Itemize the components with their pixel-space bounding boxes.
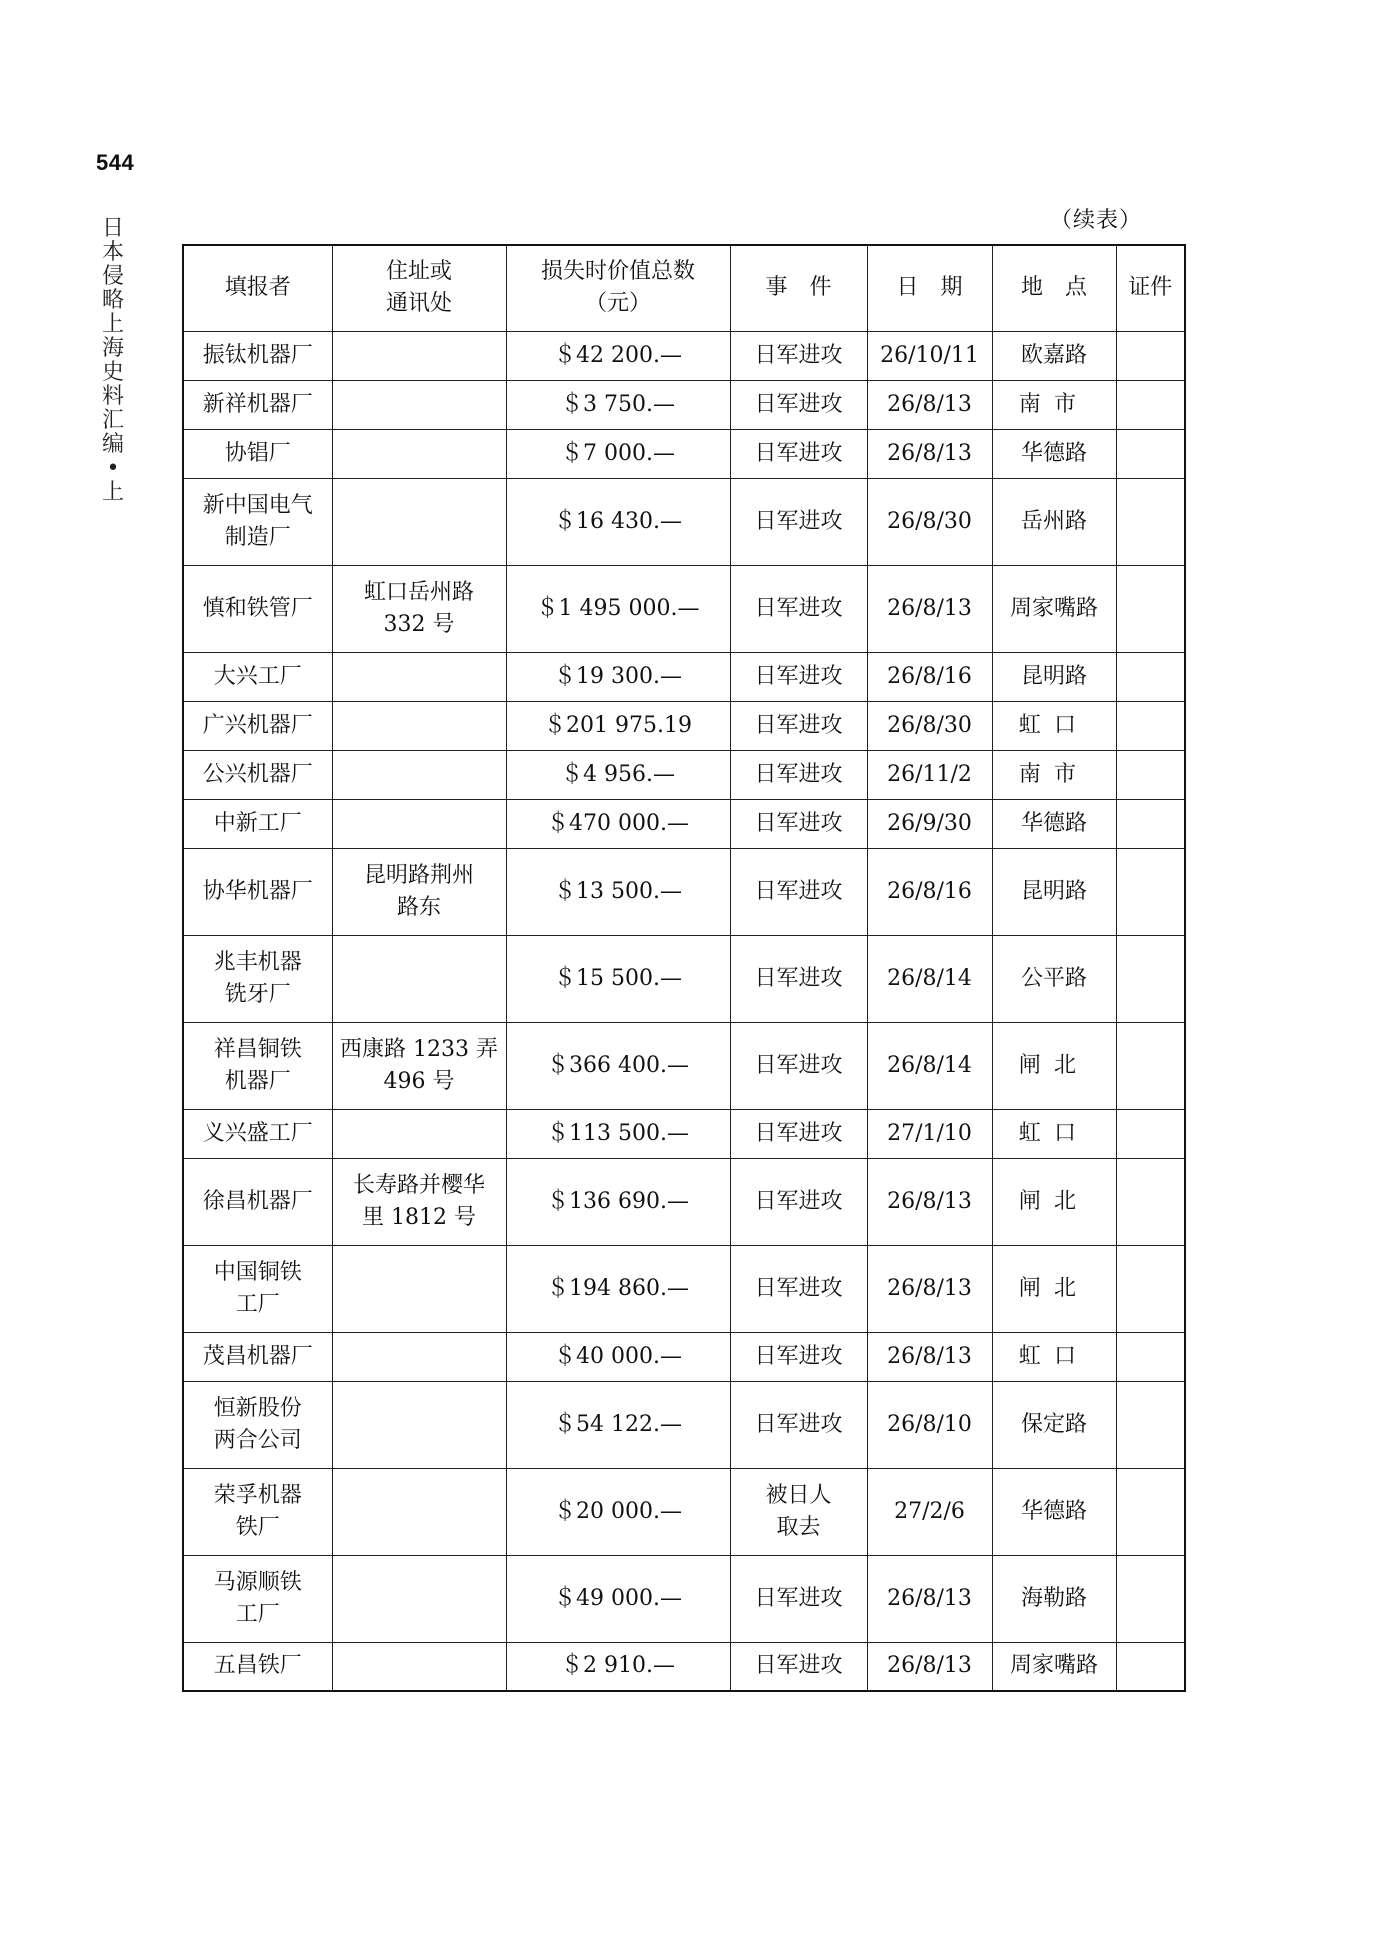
cell-address-line: 路东 (396, 894, 441, 920)
header-address-line: 住址或 (385, 259, 452, 285)
cell-event-line: 日军进攻 (754, 1275, 843, 1301)
cell-reporter-line: 恒新股份 (213, 1395, 302, 1421)
cell-event (730, 1555, 867, 1642)
cell-event-line: 日军进攻 (754, 1052, 843, 1078)
cell-event (730, 1022, 867, 1109)
cell-event-line: 日军进攻 (754, 1411, 843, 1437)
cell-date: 26/8/30 (867, 701, 992, 750)
cell-address (332, 1332, 506, 1381)
cell-address (332, 429, 506, 478)
cell-reporter-line: 新祥机器厂 (202, 391, 313, 417)
cell-amount: ＄40 000.— (506, 1332, 730, 1381)
cell-address (332, 750, 506, 799)
header-row (183, 245, 1185, 331)
cell-event (730, 799, 867, 848)
cell-amount: ＄194 860.— (506, 1245, 730, 1332)
table-row (183, 1642, 1185, 1691)
cell-reporter-line: 制造厂 (224, 524, 291, 550)
cell-event-line: 日军进攻 (754, 1120, 843, 1146)
cell-place: 虹口 (992, 701, 1116, 750)
cell-reporter-line: 徐昌机器厂 (202, 1188, 313, 1214)
table-row (183, 848, 1185, 935)
cell-address-line: 496 号 (383, 1068, 455, 1094)
cell-reporter (183, 1468, 332, 1555)
cell-event (730, 478, 867, 565)
cell-reporter-line: 新中国电气 (202, 492, 313, 518)
cell-reporter-line: 荣孚机器 (213, 1482, 302, 1508)
cell-date: 26/8/13 (867, 565, 992, 652)
table-row (183, 1158, 1185, 1245)
cell-amount: ＄366 400.— (506, 1022, 730, 1109)
cell-reporter-line: 工厂 (235, 1291, 280, 1317)
header-address (332, 245, 506, 331)
header-date (867, 245, 992, 331)
cell-amount: ＄3 750.— (506, 380, 730, 429)
cell-date: 26/8/13 (867, 429, 992, 478)
cell-event (730, 1642, 867, 1691)
cell-event-line: 日军进攻 (754, 878, 843, 904)
cell-reporter-line: 两合公司 (213, 1427, 302, 1453)
cell-date: 26/8/13 (867, 380, 992, 429)
cell-address-line: 长寿路并樱华 (352, 1172, 485, 1198)
cell-address (332, 701, 506, 750)
cell-address-line: 332 号 (383, 611, 455, 637)
continued-label: （续表） (1050, 208, 1143, 233)
cell-reporter-line: 公兴机器厂 (202, 761, 313, 787)
cell-document (1116, 1381, 1185, 1468)
header-place-line: 地 点 (1020, 275, 1087, 301)
cell-amount: ＄136 690.— (506, 1158, 730, 1245)
cell-event (730, 848, 867, 935)
cell-document (1116, 935, 1185, 1022)
cell-address (332, 1468, 506, 1555)
cell-reporter (183, 1332, 332, 1381)
cell-address (332, 380, 506, 429)
cell-document (1116, 1468, 1185, 1555)
cell-document (1116, 1245, 1185, 1332)
cell-amount: ＄1 495 000.— (506, 565, 730, 652)
cell-event-line: 日军进攻 (754, 965, 843, 991)
header-document-line: 证件 (1128, 275, 1173, 301)
cell-document (1116, 1332, 1185, 1381)
table-row (183, 1245, 1185, 1332)
cell-reporter-line: 兆丰机器 (213, 949, 302, 975)
cell-reporter (183, 1245, 332, 1332)
cell-reporter-line: 机器厂 (224, 1068, 291, 1094)
table-row (183, 935, 1185, 1022)
cell-address (332, 1381, 506, 1468)
cell-document (1116, 380, 1185, 429)
cell-place: 欧嘉路 (992, 331, 1116, 380)
cell-event-line: 日军进攻 (754, 1653, 843, 1679)
table-row (183, 1381, 1185, 1468)
cell-document (1116, 331, 1185, 380)
cell-reporter (183, 1555, 332, 1642)
cell-reporter-line: 马源顺铁 (213, 1569, 302, 1595)
cell-event (730, 750, 867, 799)
cell-event-line: 日军进攻 (754, 1343, 843, 1369)
cell-event (730, 1381, 867, 1468)
cell-reporter (183, 701, 332, 750)
cell-place: 保定路 (992, 1381, 1116, 1468)
cell-event (730, 380, 867, 429)
cell-address (332, 1245, 506, 1332)
cell-date: 26/8/13 (867, 1158, 992, 1245)
cell-address-line: 里 1812 号 (362, 1204, 476, 1230)
header-event (730, 245, 867, 331)
page-number: 544 (96, 150, 135, 175)
header-loss-value-line: 损失时价值总数 (540, 259, 695, 285)
cell-date: 26/8/10 (867, 1381, 992, 1468)
cell-place: 昆明路 (992, 652, 1116, 701)
cell-event-line: 日军进攻 (754, 595, 843, 621)
cell-document (1116, 1022, 1185, 1109)
cell-reporter-line: 祥昌铜铁 (213, 1036, 302, 1062)
cell-event-line: 日军进攻 (754, 712, 843, 738)
cell-reporter (183, 331, 332, 380)
cell-reporter-line: 振钛机器厂 (202, 342, 313, 368)
table-row (183, 1332, 1185, 1381)
cell-amount: ＄4 956.— (506, 750, 730, 799)
cell-reporter-line: 慎和铁管厂 (202, 595, 313, 621)
cell-address (332, 565, 506, 652)
cell-reporter (183, 478, 332, 565)
cell-place: 周家嘴路 (992, 1642, 1116, 1691)
cell-date: 26/8/13 (867, 1332, 992, 1381)
cell-place: 南市 (992, 380, 1116, 429)
cell-reporter (183, 935, 332, 1022)
table-row (183, 701, 1185, 750)
cell-document (1116, 1555, 1185, 1642)
cell-amount: ＄13 500.— (506, 848, 730, 935)
cell-event-line: 日军进攻 (754, 440, 843, 466)
cell-amount: ＄201 975.19 (506, 701, 730, 750)
cell-event (730, 565, 867, 652)
cell-event-line: 日军进攻 (754, 761, 843, 787)
cell-reporter-line: 大兴工厂 (213, 663, 302, 689)
cell-amount: ＄113 500.— (506, 1109, 730, 1158)
table-row (183, 565, 1185, 652)
cell-date: 26/8/16 (867, 848, 992, 935)
cell-address (332, 848, 506, 935)
header-reporter (183, 245, 332, 331)
cell-place: 虹口 (992, 1332, 1116, 1381)
cell-document (1116, 799, 1185, 848)
cell-date: 26/8/13 (867, 1245, 992, 1332)
cell-reporter (183, 380, 332, 429)
cell-event (730, 935, 867, 1022)
cell-event-line: 日军进攻 (754, 663, 843, 689)
header-loss-value-line: （元） (584, 291, 651, 317)
loss-table (182, 244, 1186, 1692)
header-address-line: 通讯处 (385, 291, 452, 317)
cell-event-line: 日军进攻 (754, 1585, 843, 1611)
table-header (183, 245, 1185, 331)
cell-reporter (183, 1158, 332, 1245)
cell-document (1116, 429, 1185, 478)
cell-event (730, 701, 867, 750)
cell-place: 闸北 (992, 1022, 1116, 1109)
cell-address-line: 昆明路荆州 (363, 862, 474, 888)
table-row (183, 1022, 1185, 1109)
cell-amount: ＄15 500.— (506, 935, 730, 1022)
cell-event-line: 日军进攻 (754, 1188, 843, 1214)
cell-document (1116, 652, 1185, 701)
cell-event-line: 取去 (776, 1514, 821, 1540)
table-body (183, 331, 1185, 1691)
cell-address (332, 331, 506, 380)
cell-amount: ＄54 122.— (506, 1381, 730, 1468)
cell-date: 26/8/13 (867, 1642, 992, 1691)
cell-document (1116, 478, 1185, 565)
cell-date: 27/1/10 (867, 1109, 992, 1158)
cell-reporter-line: 义兴盛工厂 (202, 1120, 313, 1146)
table-row (183, 1109, 1185, 1158)
cell-address (332, 1109, 506, 1158)
cell-document (1116, 1642, 1185, 1691)
cell-place: 南市 (992, 750, 1116, 799)
cell-date: 27/2/6 (867, 1468, 992, 1555)
table-row (183, 478, 1185, 565)
cell-reporter-line: 五昌铁厂 (213, 1653, 302, 1679)
cell-reporter-line: 铣牙厂 (224, 981, 291, 1007)
cell-reporter (183, 1642, 332, 1691)
cell-address-line: 西康路 1233 弄 (340, 1036, 498, 1062)
header-place (992, 245, 1116, 331)
cell-document (1116, 565, 1185, 652)
cell-event (730, 1245, 867, 1332)
cell-amount: ＄49 000.— (506, 1555, 730, 1642)
header-reporter-line: 填报者 (224, 275, 291, 301)
cell-reporter (183, 429, 332, 478)
cell-address (332, 1642, 506, 1691)
cell-reporter-line: 中国铜铁 (213, 1259, 302, 1285)
table-row (183, 799, 1185, 848)
header-loss-value (506, 245, 730, 331)
cell-reporter (183, 1022, 332, 1109)
cell-document (1116, 848, 1185, 935)
cell-reporter-line: 工厂 (235, 1601, 280, 1627)
cell-place: 海勒路 (992, 1555, 1116, 1642)
cell-reporter (183, 848, 332, 935)
table-row (183, 750, 1185, 799)
cell-event-line: 被日人 (765, 1482, 832, 1508)
cell-place: 华德路 (992, 1468, 1116, 1555)
cell-reporter (183, 652, 332, 701)
cell-address-line: 虹口岳州路 (363, 579, 474, 605)
cell-address (332, 652, 506, 701)
table-row (183, 652, 1185, 701)
cell-event (730, 1468, 867, 1555)
cell-reporter (183, 1109, 332, 1158)
cell-document (1116, 1109, 1185, 1158)
cell-address (332, 935, 506, 1022)
cell-event (730, 652, 867, 701)
cell-place: 华德路 (992, 429, 1116, 478)
running-title: 日本侵略上海史料汇编 • 上 (101, 216, 124, 505)
cell-place: 虹口 (992, 1109, 1116, 1158)
cell-amount: ＄42 200.— (506, 331, 730, 380)
cell-date: 26/9/30 (867, 799, 992, 848)
cell-date: 26/10/11 (867, 331, 992, 380)
cell-event (730, 1332, 867, 1381)
header-event-line: 事 件 (765, 275, 832, 301)
cell-address (332, 1555, 506, 1642)
cell-amount: ＄20 000.— (506, 1468, 730, 1555)
cell-place: 闸北 (992, 1158, 1116, 1245)
cell-reporter-line: 中新工厂 (213, 810, 302, 836)
cell-reporter-line: 协华机器厂 (202, 878, 313, 904)
cell-event (730, 429, 867, 478)
cell-address (332, 799, 506, 848)
cell-amount: ＄19 300.— (506, 652, 730, 701)
header-document (1116, 245, 1185, 331)
cell-date: 26/8/14 (867, 1022, 992, 1109)
cell-reporter (183, 750, 332, 799)
cell-amount: ＄16 430.— (506, 478, 730, 565)
cell-place: 周家嘴路 (992, 565, 1116, 652)
cell-place: 华德路 (992, 799, 1116, 848)
cell-place: 闸北 (992, 1245, 1116, 1332)
table-row (183, 1468, 1185, 1555)
cell-event-line: 日军进攻 (754, 342, 843, 368)
cell-reporter-line: 协锠厂 (224, 440, 291, 466)
table-row (183, 1555, 1185, 1642)
cell-date: 26/8/14 (867, 935, 992, 1022)
cell-reporter (183, 565, 332, 652)
cell-date: 26/11/2 (867, 750, 992, 799)
cell-reporter (183, 1381, 332, 1468)
cell-reporter-line: 铁厂 (235, 1514, 280, 1540)
cell-reporter-line: 广兴机器厂 (202, 712, 313, 738)
cell-reporter (183, 799, 332, 848)
cell-address (332, 1022, 506, 1109)
cell-event (730, 331, 867, 380)
table-row (183, 331, 1185, 380)
cell-document (1116, 1158, 1185, 1245)
cell-event (730, 1158, 867, 1245)
cell-date: 26/8/30 (867, 478, 992, 565)
cell-amount: ＄2 910.— (506, 1642, 730, 1691)
cell-document (1116, 701, 1185, 750)
table-row (183, 380, 1185, 429)
cell-document (1116, 750, 1185, 799)
cell-amount: ＄7 000.— (506, 429, 730, 478)
cell-address (332, 478, 506, 565)
cell-event-line: 日军进攻 (754, 810, 843, 836)
cell-date: 26/8/13 (867, 1555, 992, 1642)
cell-event-line: 日军进攻 (754, 508, 843, 534)
cell-address (332, 1158, 506, 1245)
cell-event-line: 日军进攻 (754, 391, 843, 417)
header-date-line: 日 期 (896, 275, 963, 301)
cell-place: 昆明路 (992, 848, 1116, 935)
cell-amount: ＄470 000.— (506, 799, 730, 848)
cell-place: 公平路 (992, 935, 1116, 1022)
cell-place: 岳州路 (992, 478, 1116, 565)
cell-reporter-line: 茂昌机器厂 (202, 1343, 313, 1369)
cell-event (730, 1109, 867, 1158)
cell-date: 26/8/16 (867, 652, 992, 701)
table-row (183, 429, 1185, 478)
